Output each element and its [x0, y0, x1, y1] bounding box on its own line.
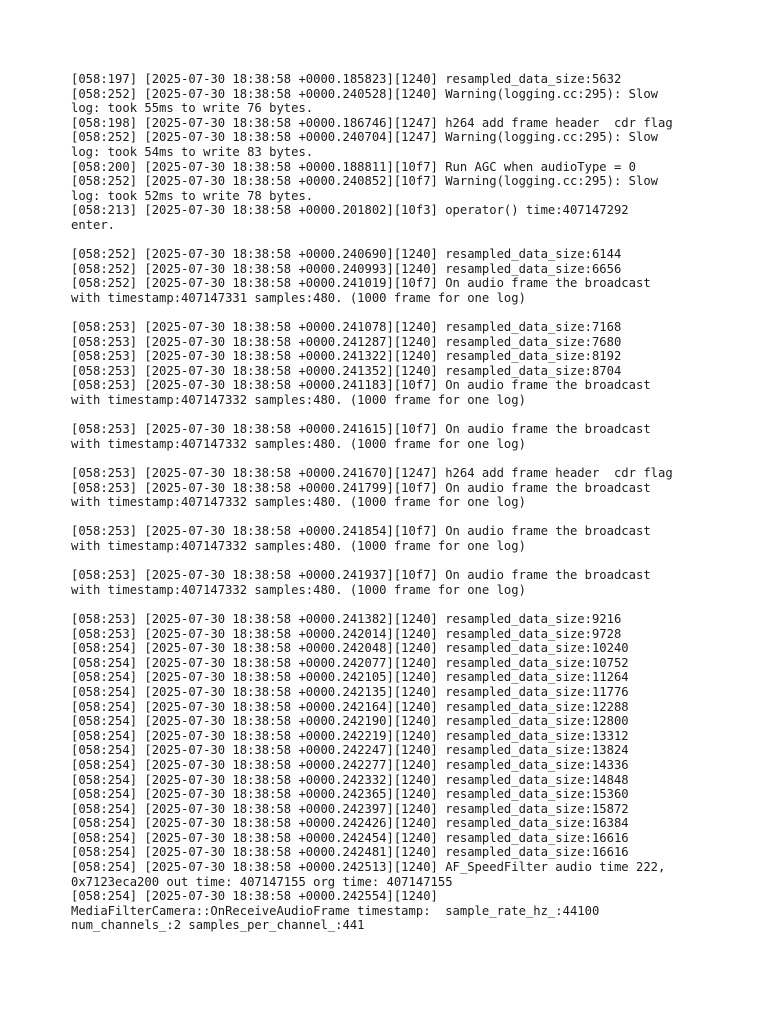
- log-line: [058:253] [2025-07-30 18:38:58 +0000.241382][1240] resampled_data_size:9216: [71, 611, 622, 626]
- log-blank-line: [71, 510, 731, 525]
- log-line: [058:254] [2025-07-30 18:38:58 +0000.242077][1240] resampled_data_size:10752: [71, 655, 629, 670]
- log-blank-line: [71, 408, 731, 423]
- log-line: [058:253] [2025-07-30 18:38:58 +0000.241322][1240] resampled_data_size:8192: [71, 349, 622, 364]
- log-line: [058:254] [2025-07-30 18:38:58 +0000.242190][1240] resampled_data_size:12800: [71, 714, 629, 729]
- log-line: [058:252] [2025-07-30 18:38:58 +0000.240704][1247] Warning(logging.cc:295): Slow: [71, 130, 658, 145]
- log-line: [058:254] [2025-07-30 18:38:58 +0000.242048][1240] resampled_data_size:10240: [71, 641, 629, 656]
- log-line: with timestamp:407147331 samples:480. (1000 frame for one log): [71, 290, 526, 305]
- log-line: [058:254] [2025-07-30 18:38:58 +0000.242332][1240] resampled_data_size:14848: [71, 772, 629, 787]
- log-line: [058:254] [2025-07-30 18:38:58 +0000.242135][1240] resampled_data_size:11776: [71, 684, 629, 699]
- log-line: [058:213] [2025-07-30 18:38:58 +0000.201802][10f3] operator() time:407147292: [71, 203, 629, 218]
- log-blank-line: [71, 306, 731, 321]
- log-line: with timestamp:407147332 samples:480. (1000 frame for one log): [71, 582, 526, 597]
- log-line: [058:252] [2025-07-30 18:38:58 +0000.240993][1240] resampled_data_size:6656: [71, 261, 622, 276]
- log-line: [058:253] [2025-07-30 18:38:58 +0000.241078][1240] resampled_data_size:7168: [71, 320, 622, 335]
- log-line: [058:252] [2025-07-30 18:38:58 +0000.241019][10f7] On audio frame the broadcast: [71, 276, 651, 291]
- log-line: [058:254] [2025-07-30 18:38:58 +0000.242105][1240] resampled_data_size:11264: [71, 670, 629, 685]
- log-line: [058:253] [2025-07-30 18:38:58 +0000.241937][10f7] On audio frame the broadcast: [71, 568, 651, 583]
- log-line: [058:254] [2025-07-30 18:38:58 +0000.242247][1240] resampled_data_size:13824: [71, 743, 629, 758]
- log-line: with timestamp:407147332 samples:480. (1000 frame for one log): [71, 539, 526, 553]
- log-line: [058:252] [2025-07-30 18:38:58 +0000.240528][1240] Warning(logging.cc:295): Slow: [71, 86, 658, 101]
- log-line: [058:198] [2025-07-30 18:38:58 +0000.186746][1247] h264 add frame header cdr flag: [71, 115, 673, 130]
- log-line: with timestamp:407147332 samples:480. (1000 frame for one log): [71, 436, 526, 451]
- log-line: [058:254] [2025-07-30 18:38:58 +0000.242481][1240] resampled_data_size:16616: [71, 845, 629, 860]
- log-line: [058:254] [2025-07-30 18:38:58 +0000.242365][1240] resampled_data_size:15360: [71, 787, 629, 802]
- log-line: num_channels_:2 samples_per_channel_:441: [71, 918, 365, 933]
- log-line: [058:254] [2025-07-30 18:38:58 +0000.242454][1240] resampled_data_size:16616: [71, 830, 629, 845]
- log-line: [058:254] [2025-07-30 18:38:58 +0000.242513][1240] AF_SpeedFilter audio time 222,: [71, 860, 666, 875]
- log-line: [058:252] [2025-07-30 18:38:58 +0000.240852][10f7] Warning(logging.cc:295): Slow: [71, 174, 658, 189]
- log-line: with timestamp:407147332 samples:480. (1000 frame for one log): [71, 393, 526, 408]
- log-line: [058:253] [2025-07-30 18:38:58 +0000.241352][1240] resampled_data_size:8704: [71, 363, 622, 378]
- log-line: [058:253] [2025-07-30 18:38:58 +0000.241287][1240] resampled_data_size:7680: [71, 334, 622, 349]
- log-line: [058:253] [2025-07-30 18:38:58 +0000.241854][10f7] On audio frame the broadcast: [71, 524, 651, 539]
- log-line: [058:254] [2025-07-30 18:38:58 +0000.242397][1240] resampled_data_size:15872: [71, 801, 629, 816]
- log-blank-line: [71, 597, 731, 612]
- log-line: [058:254] [2025-07-30 18:38:58 +0000.242277][1240] resampled_data_size:14336: [71, 757, 629, 772]
- log-line: [058:253] [2025-07-30 18:38:58 +0000.241670][1247] h264 add frame header cdr flag: [71, 466, 673, 481]
- log-line: with timestamp:407147332 samples:480. (1000 frame for one log): [71, 495, 526, 510]
- log-line: [058:253] [2025-07-30 18:38:58 +0000.241615][10f7] On audio frame the broadcast: [71, 422, 651, 437]
- log-line: log: took 54ms to write 83 bytes.: [71, 144, 314, 159]
- log-line: enter.: [71, 217, 116, 232]
- log-line: 0x7123eca200 out time: 407147155 org time: 407147155: [71, 874, 453, 889]
- log-line: [058:254] [2025-07-30 18:38:58 +0000.242219][1240] resampled_data_size:13312: [71, 728, 629, 743]
- log-text: [71, 72, 731, 933]
- log-line: [058:252] [2025-07-30 18:38:58 +0000.240690][1240] resampled_data_size:6144: [71, 247, 622, 262]
- log-line: [058:253] [2025-07-30 18:38:58 +0000.241799][10f7] On audio frame the broadcast: [71, 480, 651, 495]
- log-line: [058:254] [2025-07-30 18:38:58 +0000.242426][1240] resampled_data_size:16384: [71, 816, 629, 831]
- log-line: MediaFilterCamera::OnReceiveAudioFrame timestamp: sample_rate_hz_:44100: [71, 903, 600, 918]
- log-line: [058:200] [2025-07-30 18:38:58 +0000.188811][10f7] Run AGC when audioType = 0: [71, 159, 636, 174]
- log-line: [058:254] [2025-07-30 18:38:58 +0000.242554][1240]: [71, 889, 438, 904]
- log-line: [058:197] [2025-07-30 18:38:58 +0000.185823][1240] resampled_data_size:5632: [71, 72, 622, 86]
- log-line: [058:253] [2025-07-30 18:38:58 +0000.241183][10f7] On audio frame the broadcast: [71, 378, 651, 393]
- log-blank-line: [71, 233, 731, 248]
- log-blank-line: [71, 451, 731, 466]
- log-line: [058:254] [2025-07-30 18:38:58 +0000.242164][1240] resampled_data_size:12288: [71, 699, 629, 714]
- log-line: [058:253] [2025-07-30 18:38:58 +0000.242014][1240] resampled_data_size:9728: [71, 626, 622, 641]
- log-blank-line: [71, 554, 731, 569]
- log-line: log: took 55ms to write 76 bytes.: [71, 101, 314, 116]
- log-line: log: took 52ms to write 78 bytes.: [71, 188, 314, 203]
